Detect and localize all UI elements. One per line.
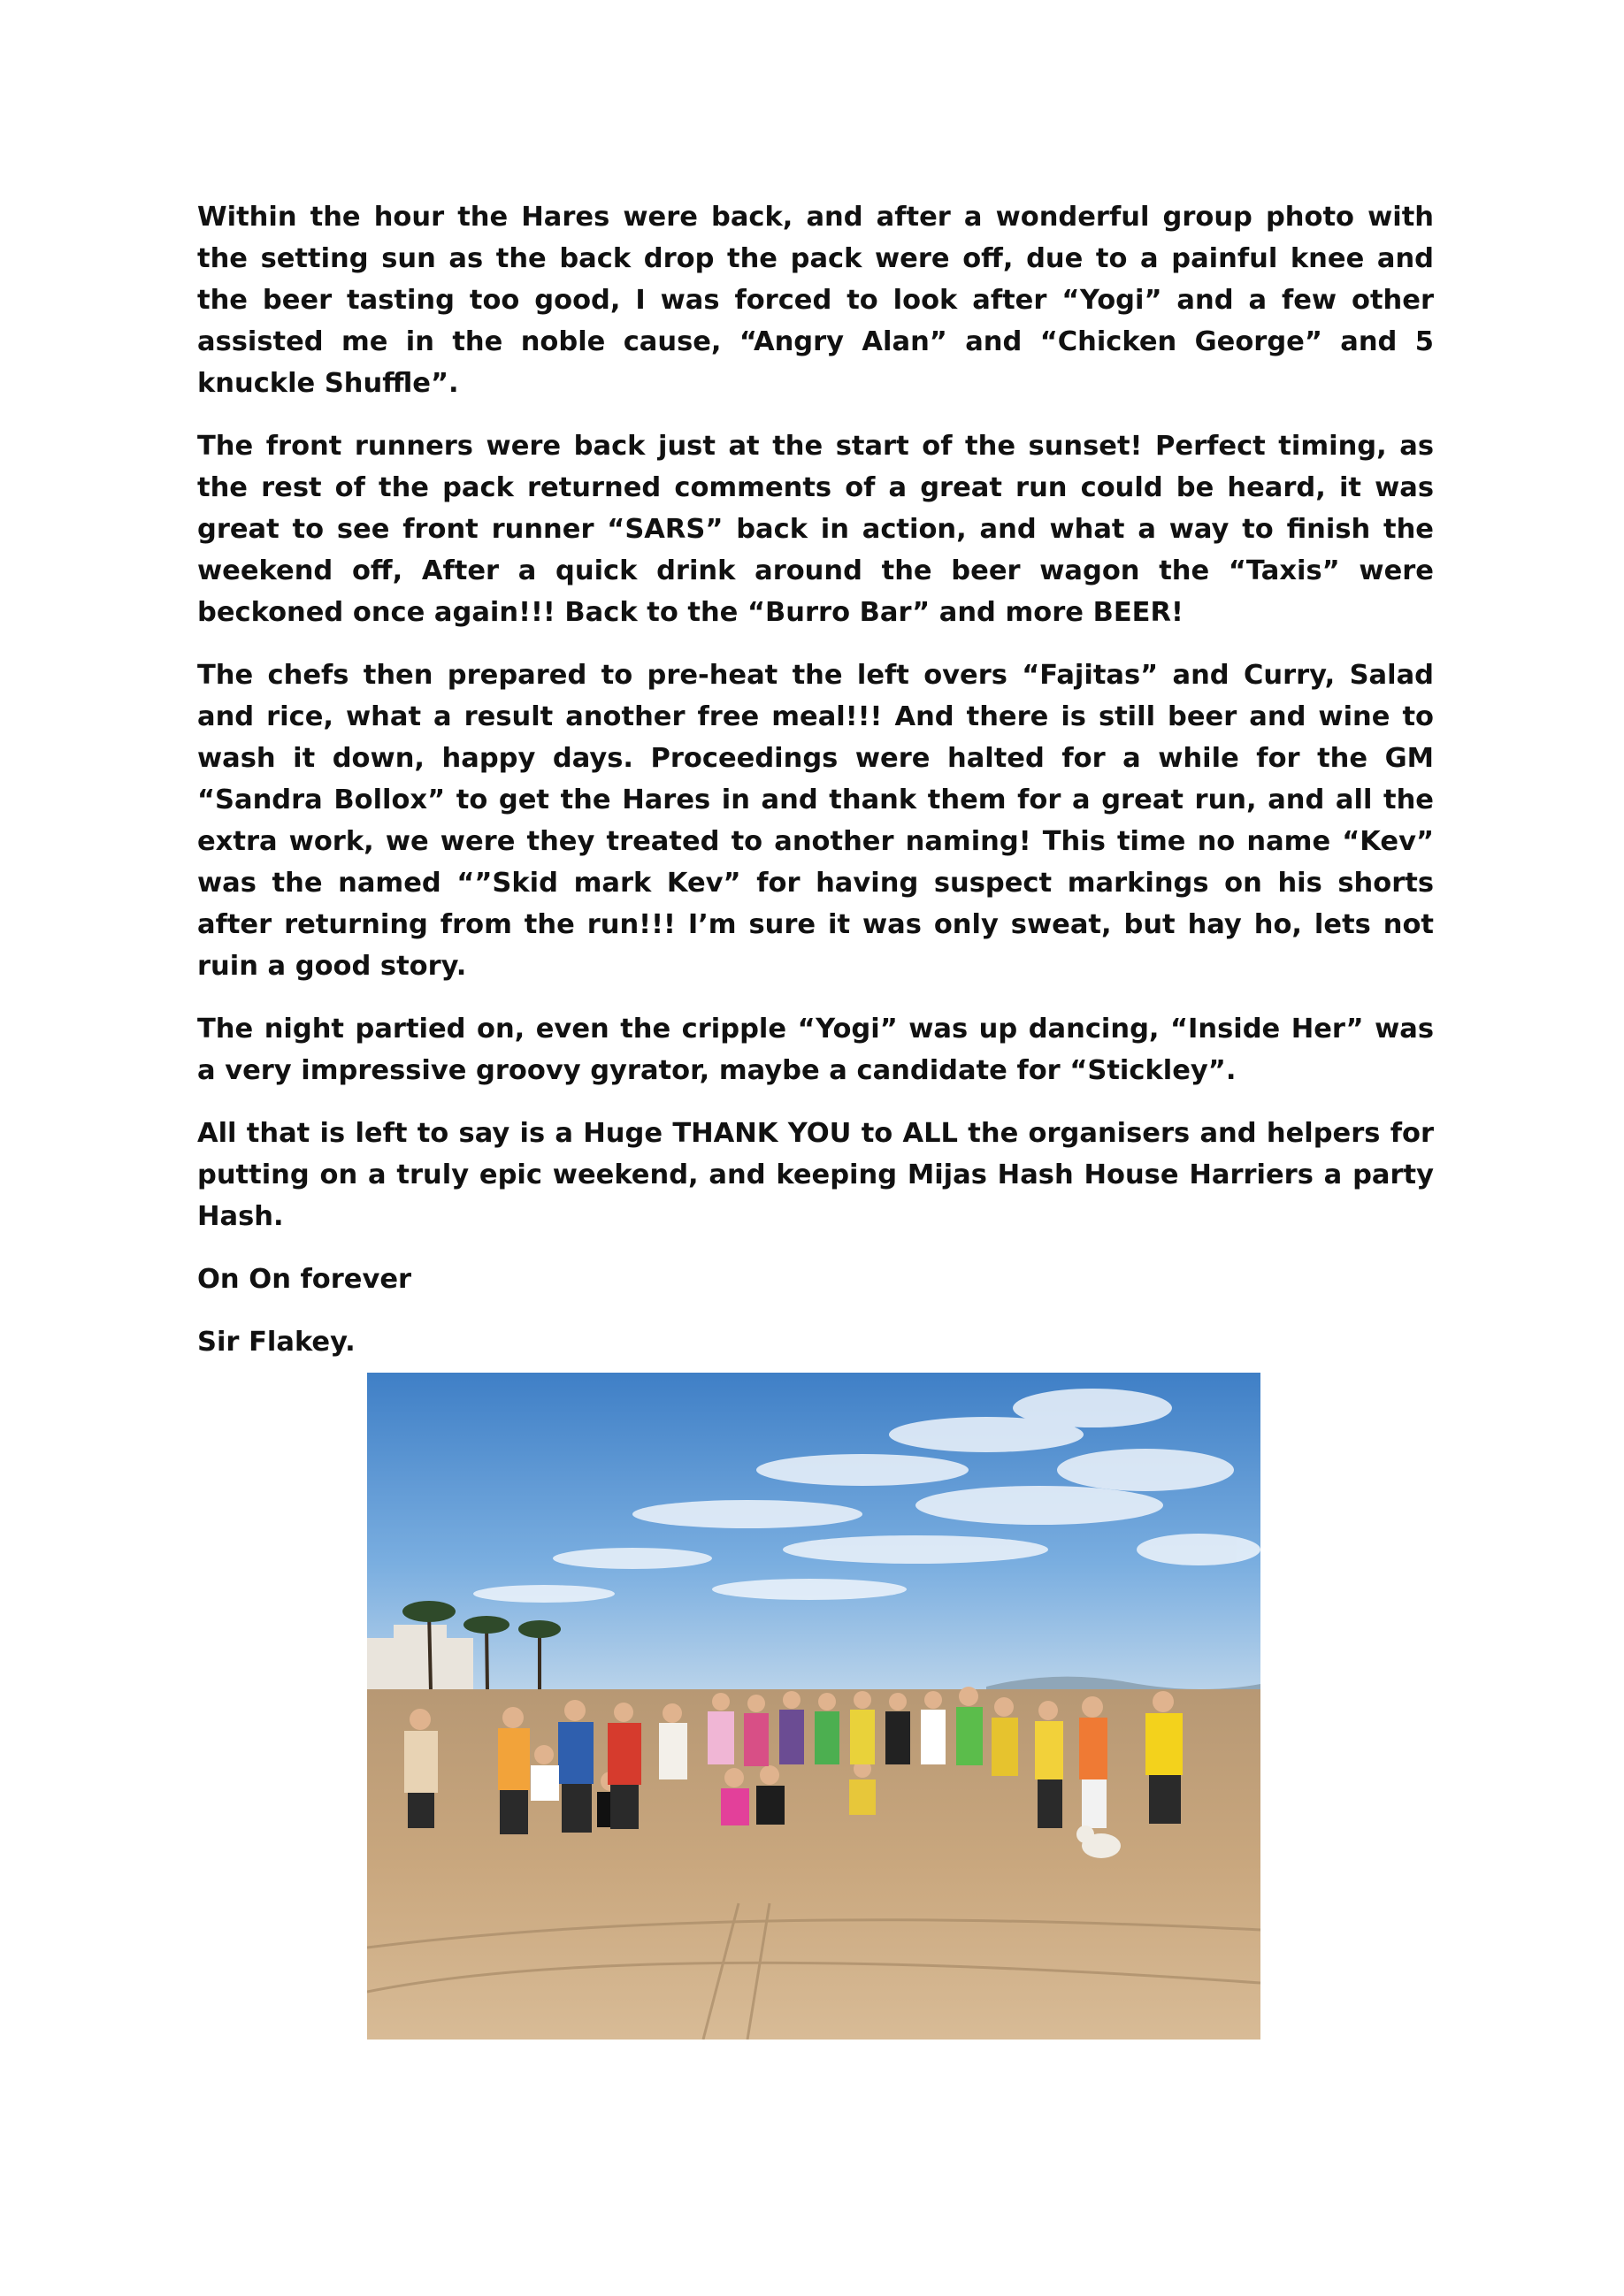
group-photo	[367, 1373, 1260, 2040]
signature: Sir Flakey.	[197, 1327, 356, 1358]
paragraph-front-runners: The front runners were back just at the start of the sunset! Perfect timing, as the rest of the pack returned comments of a great run could be heard, it was great to see front runner “SARS” back in action, and what a way to finish the weekend off, After a quick drink around the beer wagon the “Taxis” were beckoned once again!!! Back to the “Burro Bar” and more BEER!	[197, 431, 1434, 628]
paragraph-night-party: The night partied on, even the cripple “Yogi” was up dancing, “Inside Her” was a very impressive groovy gyrator, maybe a candidate for “Stickley”.	[197, 1014, 1434, 1086]
paragraph-hares-return: Within the hour the Hares were back, and after a wonderful group photo with the setting sun as the back drop the pack were off, due to a painful knee and the beer tasting too good, I was forced to look after “Yogi” and a few other assisted me in the noble cause, “Angry Alan” and “Chicken George” and 5 knuckle Shuffle”.	[197, 202, 1434, 399]
group-photo-illustration	[367, 1373, 1260, 2040]
paragraph-chefs: The chefs then prepared to pre-heat the left overs “Fajitas” and Curry, Salad and rice, what a result another free meal!!! And there is still beer and wine to wash it down, happy days. Proceedings were halted for a while for the GM “Sandra Bollox” to get the Hares in and thank them for a great run, and all the extra work, we were they treated to another naming! This time no name “Kev” was the named “”Skid mark Kev” for having suspect markings on his shorts after returning from the run!!! I’m sure it was only sweat, but hay ho, lets not ruin a good story.	[197, 660, 1434, 982]
article-body	[197, 196, 1434, 1384]
sign-off: On On forever	[197, 1264, 412, 1295]
paragraph-thank-you: All that is left to say is a Huge THANK YOU to ALL the organisers and helpers for putting on a truly epic weekend, and keeping Mijas Hash House Harriers a party Hash.	[197, 1118, 1434, 1232]
